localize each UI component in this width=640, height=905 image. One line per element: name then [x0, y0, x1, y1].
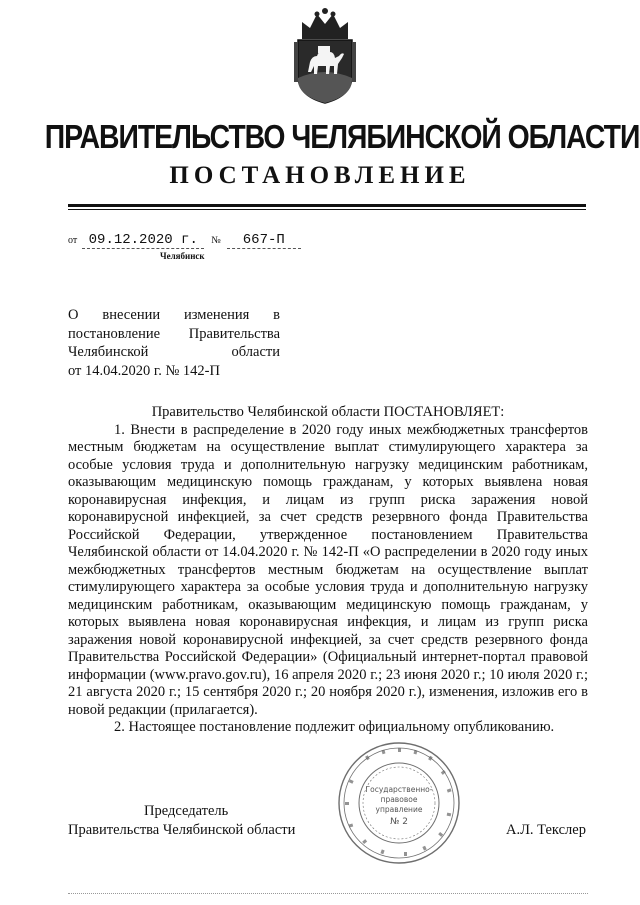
signatory-name: А.Л. Текслер — [506, 822, 586, 838]
seal-line-4: № 2 — [390, 817, 408, 827]
document-date: 09.12.2020 г. — [82, 232, 204, 249]
issue-city: Челябинск — [160, 251, 205, 261]
document-subject — [68, 306, 280, 380]
subject-line: постановление Правительства — [68, 325, 280, 342]
signatory-title-line2: Правительства Челябинской области — [68, 821, 296, 838]
subject-line: от 14.04.2020 г. № 142-П — [68, 362, 220, 379]
organization-title: ПРАВИТЕЛЬСТВО ЧЕЛЯБИНСКОЙ ОБЛАСТИ — [44, 118, 640, 155]
seal-line-2: правовое — [380, 795, 418, 804]
paragraph-2: 2. Настоящее постановление подлежит официальному опубликованию. — [114, 719, 555, 735]
page-bottom-border — [68, 893, 588, 894]
header-divider-thick — [68, 204, 586, 207]
subject-line: О внесении изменения в — [68, 307, 280, 323]
document-body — [68, 404, 588, 737]
official-seal-icon — [336, 740, 462, 866]
subject-line: Челябинской области — [68, 344, 280, 360]
seal-line-3: управление — [375, 805, 423, 814]
signatory-title — [68, 802, 328, 839]
coat-of-arms-icon — [290, 6, 360, 106]
seal-line-1: Государственно- — [365, 785, 433, 794]
preamble: Правительство Челябинской области ПОСТАНОВЛЯЕТ: — [151, 404, 505, 420]
document-number: 667-П — [227, 232, 301, 249]
paragraph-1: 1. Внести в распределение в 2020 году иных межбюджетных трансфертов местным бюджетам на осуществление выплат стимулирующего характера за особые условия труда и дополнительную нагрузку медицинским работникам, оказывающим медицинскую помощь гражданам, у которых выявлена новая коронавирусная инфекция, и лицам из групп риска заражения новой коронавирусной инфекцией, за счет средств резервного фонда Правительства Российской Федерации, утвержденное постановлением Правительства Челябинской области от 14.04.2020 г. № 142-П «О распределении в 2020 году иных межбюджетных трансфертов местным бюджетам на осуществление выплат стимулирующего характера за особые условия труда и дополнительную нагрузку медицинским работникам, оказывающим медицинскую помощь гражданам, у которых выявлена новая коронавирусная инфекция, и лицам из групп риска заражения новой коронавирусной инфекцией, за счет средств резервного фонда Правительства Российской Федерации» (Официальный интернет-портал правовой информации (www.pravo.gov.ru), 16 апреля 2020 г.; 23 июня 2020 г.; 10 июля 2020 г.; 21 августа 2020 г.; 15 сентября 2020 г.; 20 ноября 2020 г.), изменения, изложив его в новой редакции (прилагается). — [68, 421, 588, 718]
header-divider-thin — [68, 209, 586, 210]
document-type-heading: ПОСТАНОВЛЕНИЕ — [169, 162, 471, 189]
date-prefix: от — [68, 235, 78, 246]
number-prefix: № — [211, 235, 221, 246]
signatory-title-line1: Председатель — [144, 803, 229, 819]
date-number-line — [68, 232, 301, 252]
